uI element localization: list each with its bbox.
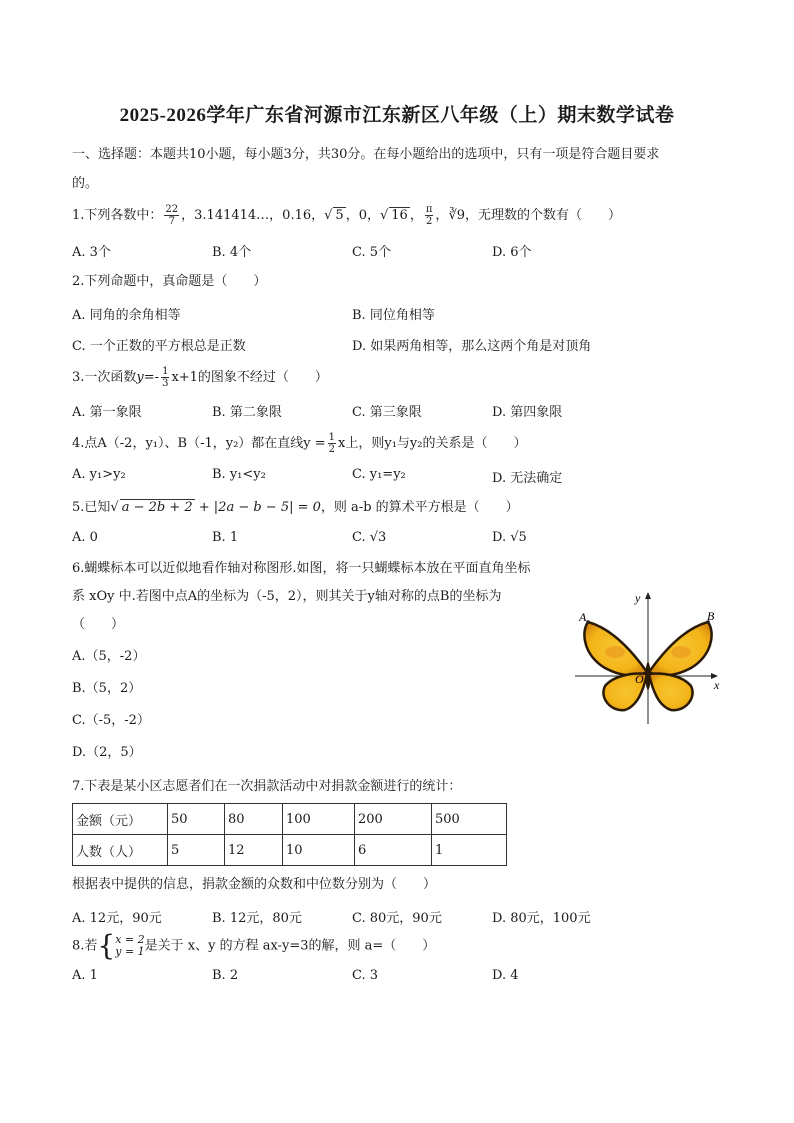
q2-option-c[interactable]: C. 一个正数的平方根总是正数 [72,339,246,354]
q3-option-b[interactable]: B. 第二象限 [212,405,282,420]
q6-option-b[interactable]: B.（5，2） [72,681,142,696]
q2-options-row2 [72,335,722,354]
q1-part3: ，0， [345,208,380,223]
table-cell: 人数（人） [73,835,168,866]
q4-frac-den: 2 [328,444,336,455]
q5-option-c[interactable]: C. √3 [352,530,387,545]
q8-option-a[interactable]: A. 1 [72,968,98,983]
question-4 [72,432,722,455]
section-heading [72,145,722,194]
q4-option-c[interactable]: C. y₁=y₂ [352,467,406,482]
q4-options [72,467,722,486]
q6-option-a[interactable]: A.（5，-2） [72,649,146,664]
table-cell: 100 [283,804,355,835]
q8-eq2: y = 1 [115,945,145,958]
q7-option-b[interactable]: B. 12元，80元 [212,911,302,926]
q5-option-d[interactable]: D. √5 [492,530,527,545]
q3-var: y [136,370,144,385]
label-x: x [714,678,720,692]
q4-option-a[interactable]: A. y₁>y₂ [72,467,126,482]
q8-option-d[interactable]: D. 4 [492,968,519,983]
table-row [73,804,507,835]
right-lower-wing [649,674,693,711]
q3-option-d[interactable]: D. 第四象限 [492,405,563,420]
page-title: 2025-2026学年广东省河源市江东新区八年级（上）期末数学试卷 [119,105,675,126]
butterfly-body [646,662,651,690]
label-b: B [707,609,715,623]
q7-option-d[interactable]: D. 80元，100元 [492,911,591,926]
q3-frac-num: 1 [162,366,169,377]
q3-fraction [161,366,169,389]
donation-table [72,803,507,866]
q8-prefix: 8.若 [72,938,98,954]
q1-fraction-pi-2 [425,204,434,227]
q1-options [72,241,722,260]
q1-frac-den: 7 [168,216,175,227]
q6-line-1: 6.蝴蝶标本可以近似地看作轴对称图形.如图，将一只蝴蝶标本放在平面直角坐标 [72,561,531,576]
y-axis-arrow-icon [645,592,651,599]
point-a [586,620,590,624]
q2-option-b[interactable]: B. 同位角相等 [352,308,435,323]
q4-option-b[interactable]: B. y₁<y₂ [212,467,266,482]
q1-option-b[interactable]: B. 4个 [212,245,252,260]
question-1: 1.下列各数中： $\frac{22}{7}$ ，3.141414…，0.16，√ 5 ，0，√ 16 ， $\frac{\pi}{2}$ ，∛9，无理数的个数有（ ） [72,204,622,227]
q1-option-d[interactable]: D. 6个 [492,245,532,260]
q3-prefix: 3.一次函数 [72,370,137,385]
q3-suffix: x+1的图象不经过（ ） [171,370,328,385]
q5-option-a[interactable]: A. 0 [72,530,98,545]
q6-line-2: 系 xOy 中.若图中点A的坐标为（-5，2），则其关于y轴对称的点B的坐标为 [72,589,502,604]
q1-part5: ， [435,208,449,223]
q1-frac2-den: 2 [425,216,433,227]
q1-option-c[interactable]: C. 5个 [352,245,392,260]
exam-page [72,100,722,983]
q8-eq1: x = 2 [115,933,145,946]
q1-option-a[interactable]: A. 3个 [72,245,111,260]
q1-part2: ，3.141414…，0.16， [181,208,325,223]
q5-prefix: 5.已知 [72,500,111,515]
q1-prefix: 1.下列各数中： [72,208,163,223]
q4-option-d[interactable]: D. 无法确定 [492,471,563,486]
question-5: 5.已知√ a − 2b + 2 + |2a − b − 5| = 0，则 a-b 的算术平方根是（ ） [72,500,519,515]
butterfly-svg [575,586,725,726]
q1-part4: ， [409,208,423,223]
q3-option-c[interactable]: C. 第三象限 [352,405,422,420]
section-line-1: 一、选择题：本题共10小题，每小题3分，共30分。在每小题给出的选项中，只有一项是符合题目要求 [72,147,660,162]
q1-sqrt5: 5 [335,208,344,223]
q1-frac2-num: π [425,204,433,215]
table-row [73,835,507,866]
table-cell: 5 [168,835,225,866]
q1-fraction-22-7 [164,204,179,227]
section-line-2: 的。 [72,176,99,191]
table-cell: 1 [432,835,507,866]
q7-options [72,907,722,926]
q1-sqrt16: 16 [391,208,408,223]
q5-options [72,530,722,545]
q2-option-d[interactable]: D. 如果两角相等，那么这两个角是对顶角 [352,339,592,354]
q6-option-c[interactable]: C.（-5，-2） [72,713,150,728]
question-3 [72,366,722,389]
table-cell: 10 [283,835,355,866]
q3-option-a[interactable]: A. 第一象限 [72,405,142,420]
q3-eq: =- [143,370,160,385]
q5-mid: + |2a − b − 5| = 0 [194,500,321,515]
label-y: y [635,591,641,605]
table-cell: 6 [355,835,432,866]
q8-equation-system [115,934,144,958]
q3-frac-den: 3 [162,378,169,389]
table-cell: 200 [355,804,432,835]
butterfly-figure [575,586,725,726]
q4-fraction [328,432,336,455]
q2-options-row1 [72,304,722,323]
q4-frac-num: 1 [328,432,336,443]
q4-suffix: x上，则y₁与y₂的关系是（ ） [338,436,527,451]
q8-options [72,968,722,983]
table-cell: 金额（元） [73,804,168,835]
q3-options [72,401,722,420]
q7-question: 根据表中提供的信息，捐款金额的众数和中位数分别为（ ） [72,877,437,892]
q5-radicand: a − 2b + 2 [121,500,193,515]
question-8 [72,929,722,962]
q7-option-c[interactable]: C. 80元，90元 [352,911,442,926]
q4-prefix: 4.点A（-2，y₁）、B（-1，y₂）都在直线y = [72,436,326,451]
table-cell: 500 [432,804,507,835]
q5-suffix: ，则 a-b 的算术平方根是（ ） [320,500,519,515]
q1-suffix: ，无理数的个数有（ ） [465,208,622,223]
q8-suffix: 是关于 x、y 的方程 ax-y=3的解，则 a=（ ） [144,938,436,954]
table-cell: 12 [225,835,283,866]
question-7: 7.下表是某小区志愿者们在一次捐款活动中对捐款金额进行的统计： [72,779,462,794]
q1-frac-num: 22 [165,204,179,215]
q8-option-c[interactable]: C. 3 [352,968,379,983]
wing-spot [605,646,625,658]
q6-option-d[interactable]: D.（2，5） [72,745,142,760]
table-cell: 50 [168,804,225,835]
q8-option-b[interactable]: B. 2 [212,968,239,983]
wing-spot [671,646,691,658]
q7-option-a[interactable]: A. 12元，90元 [72,911,162,926]
label-a: A [579,610,587,624]
label-o: O [635,672,644,686]
q5-option-b[interactable]: B. 1 [212,530,239,545]
q6-line-3: （ ） [72,617,125,632]
q1-cbrt: ∛9 [448,208,465,223]
brace-icon: { [97,929,116,962]
table-cell: 80 [225,804,283,835]
question-2: 2.下列命题中，真命题是（ ） [72,274,267,289]
q2-option-a[interactable]: A. 同角的余角相等 [72,308,181,323]
